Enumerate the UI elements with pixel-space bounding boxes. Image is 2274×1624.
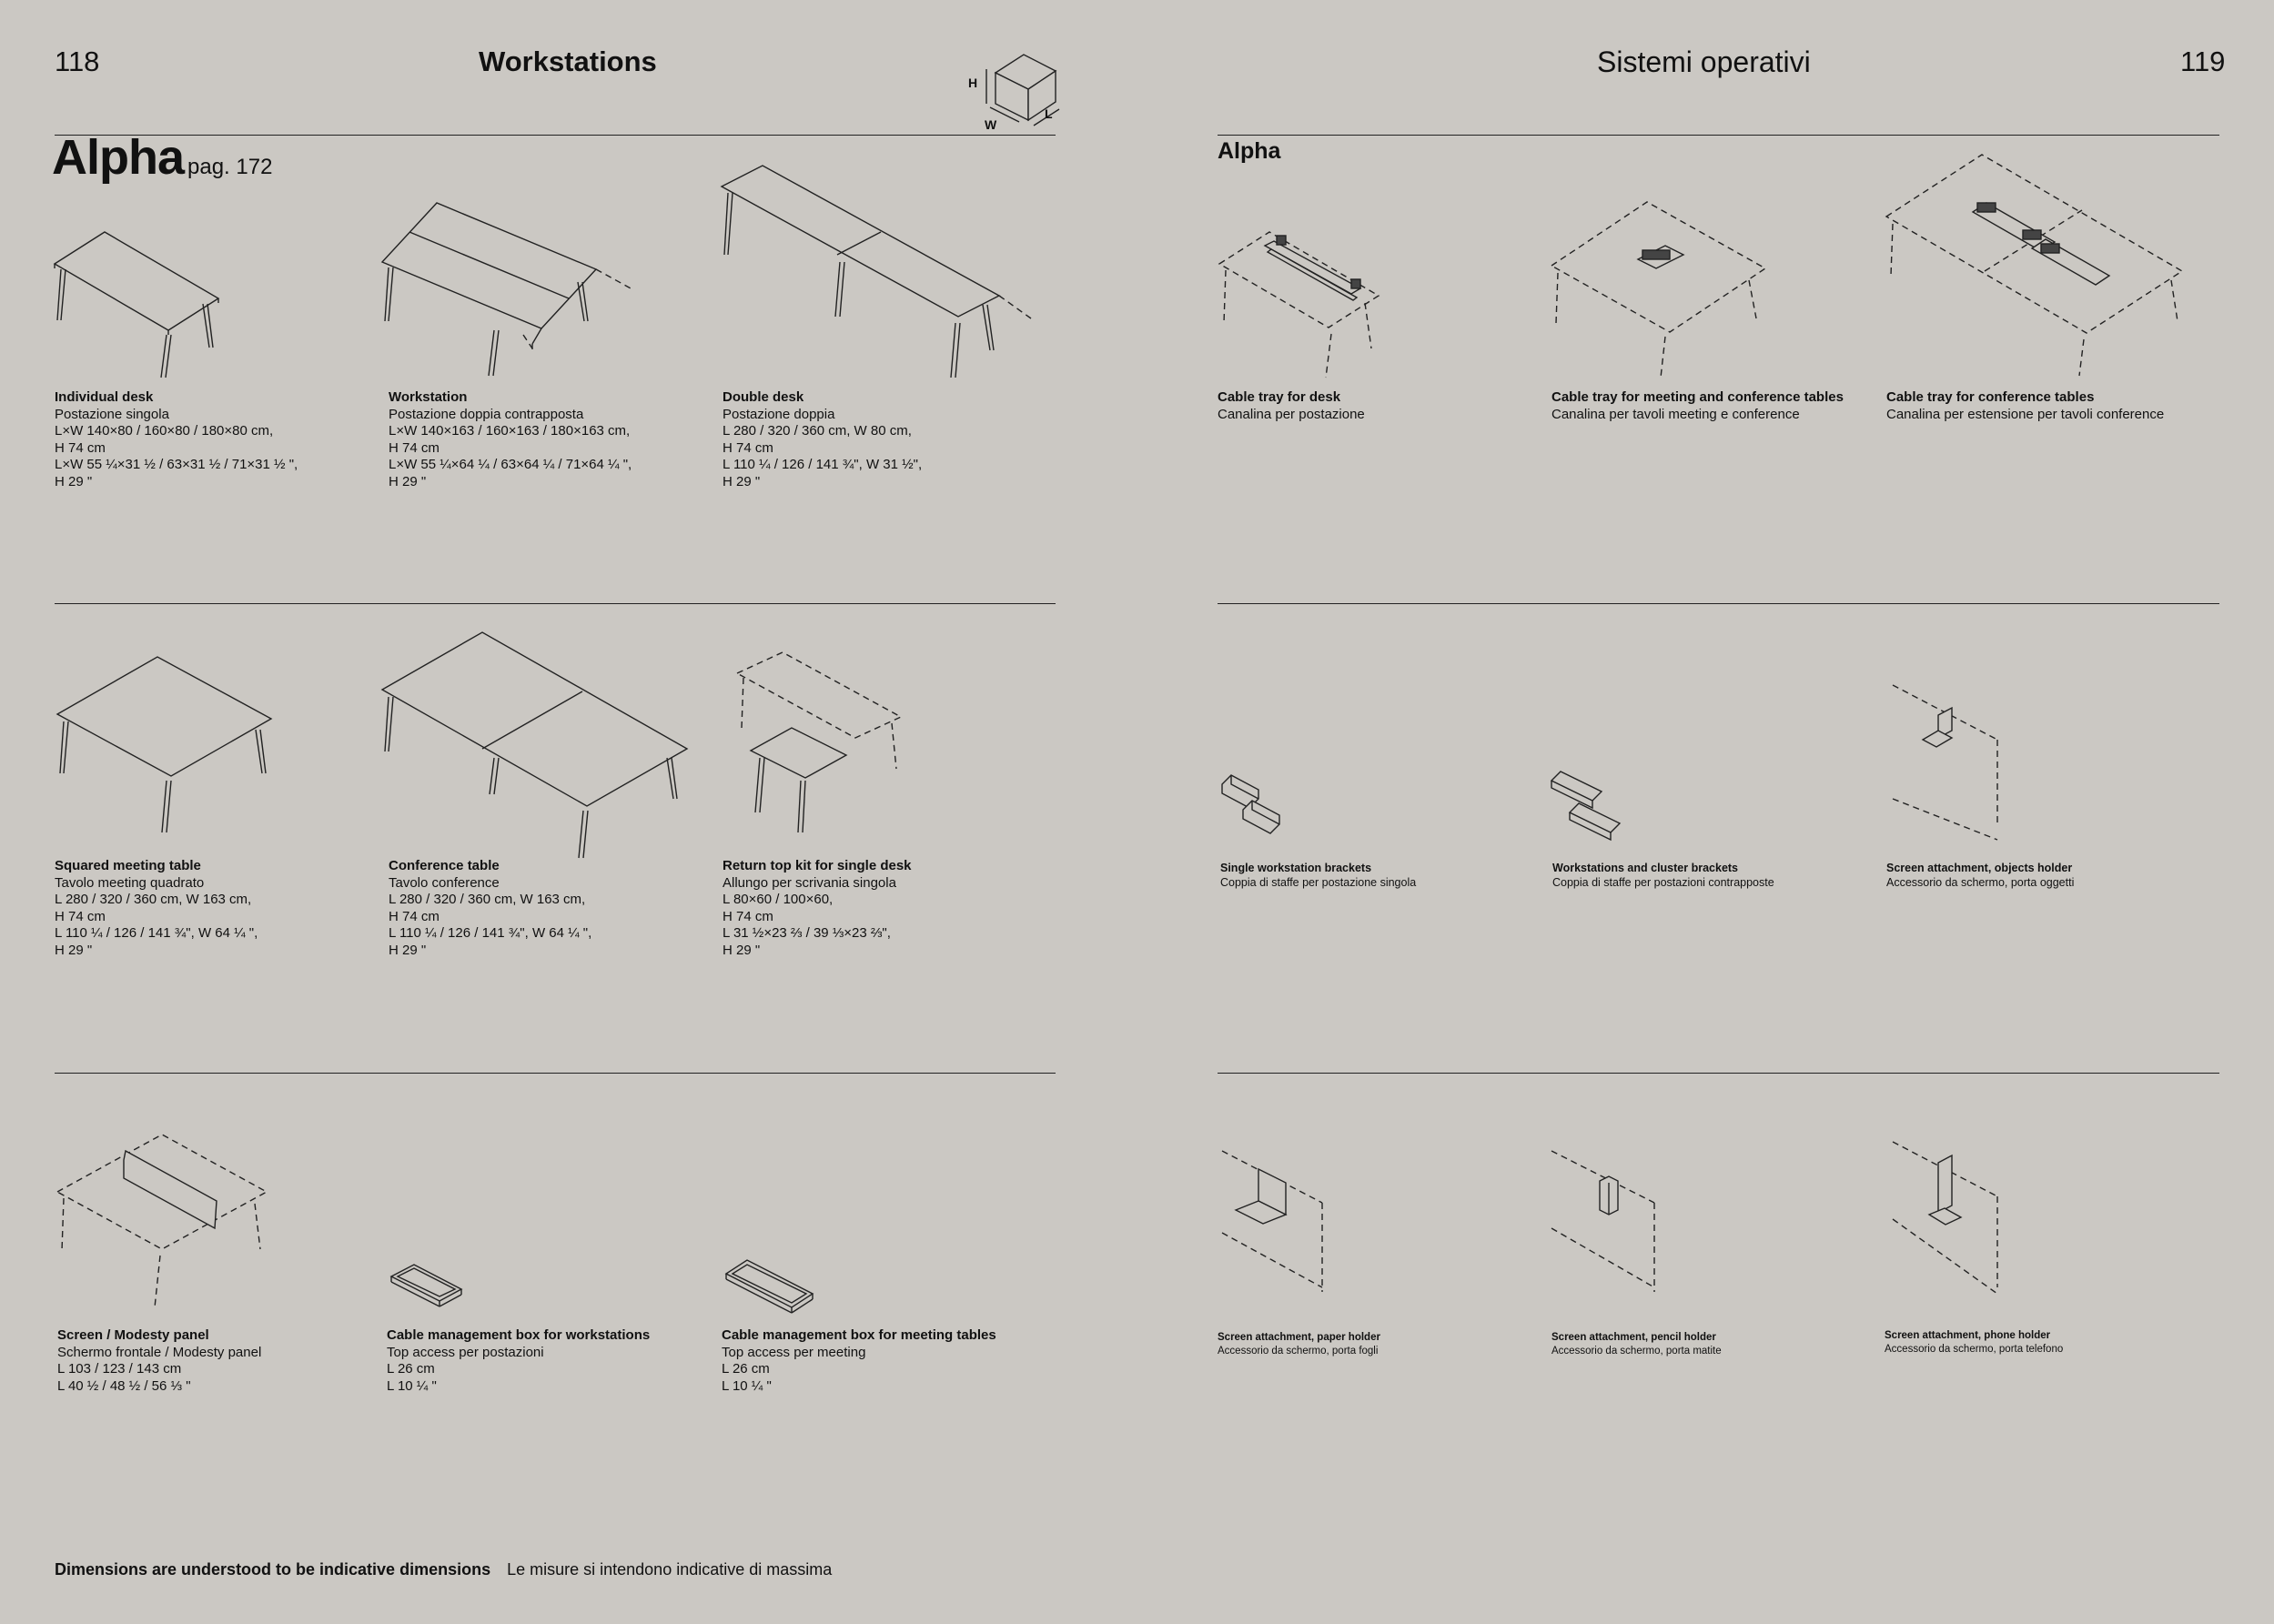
item-cable-tray-desk: Cable tray for desk Canalina per postazione — [1218, 389, 1365, 422]
product-title: Alpha — [52, 130, 185, 185]
item-workstation: Workstation Postazione doppia contrapposta L×W 140×163 / 160×163 / 180×163 cm, H 74 cm L×W 55 ¼×64 ¼ / 63×64 ¼ / 71×64 ¼ ", H 29 " — [389, 389, 632, 489]
item-cable-box-workstations: Cable management box for workstations Top access per postazioni L 26 cm L 10 ¼ " — [387, 1327, 651, 1394]
item-objects-holder: Screen attachment, objects holder Accessorio da schermo, porta oggetti — [1886, 862, 2075, 889]
cluster-brackets-drawing — [1547, 762, 1629, 844]
footer-note — [55, 1560, 832, 1579]
row-divider — [55, 1073, 1056, 1074]
row-divider — [1218, 603, 2219, 604]
conference-table-drawing — [378, 630, 696, 862]
double-desk-drawing — [717, 164, 1036, 387]
dimensions-cube-icon — [965, 45, 1065, 132]
cable-box-meeting-drawing — [722, 1256, 822, 1315]
item-cluster-brackets: Workstations and cluster brackets Coppia di staffe per postazioni contrapposte — [1552, 862, 1774, 889]
squared-meeting-table-drawing — [53, 655, 280, 837]
cable-tray-meeting-drawing — [1547, 200, 1770, 382]
return-top-kit-drawing — [733, 651, 915, 842]
page-number-left: 118 — [55, 45, 100, 77]
item-phone-holder: Screen attachment, phone holder Accessorio da schermo, porta telefono — [1885, 1330, 2064, 1355]
page-number-right: 119 — [2180, 45, 2226, 77]
item-screen-modesty-panel: Screen / Modesty panel Schermo frontale / Modesty panel L 103 / 123 / 143 cm L 40 ½ / 48 ½ / 56 ⅓ " — [57, 1327, 262, 1394]
footer-note-it: Le misure si intendono indicative di massima — [507, 1560, 833, 1579]
item-pencil-holder: Screen attachment, pencil holder Accessorio da schermo, porta matite — [1551, 1332, 1722, 1357]
item-cable-box-meeting: Cable management box for meeting tables Top access per meeting L 26 cm L 10 ¼ " — [722, 1327, 996, 1394]
item-double-desk: Double desk Postazione doppia L 280 / 320 / 360 cm, W 80 cm, H 74 cm L 110 ¼ / 126 / 141 ¾", W 31 ½", H 29 " — [723, 389, 923, 489]
individual-desk-drawing — [50, 227, 232, 382]
section-title-right: Sistemi operativi — [1597, 45, 1811, 78]
product-title-right: Alpha — [1218, 138, 1281, 164]
row-divider — [1218, 1073, 2219, 1074]
header-rule-right — [1218, 135, 2219, 136]
item-cable-tray-conference: Cable tray for conference tables Canalina per estensione per tavoli conference — [1886, 389, 2165, 422]
dim-w-label: W — [985, 117, 997, 132]
screen-modesty-panel-drawing — [53, 1133, 280, 1315]
section-title-left: Workstations — [479, 45, 657, 77]
objects-holder-drawing — [1888, 681, 2025, 844]
item-return-top-kit: Return top kit for single desk Allungo per scrivania singola L 80×60 / 100×60, H 74 cm L 31 ½×23 ⅔ / 39 ⅓×23 ⅔", H 29 " — [723, 858, 912, 958]
cable-box-workstation-drawing — [387, 1260, 469, 1315]
dim-h-label: H — [968, 76, 978, 90]
dim-l-label: L — [1045, 106, 1053, 121]
row-divider — [55, 603, 1056, 604]
item-cable-tray-meeting: Cable tray for meeting and conference tables Canalina per tavoli meeting e conference — [1551, 389, 1844, 422]
paper-holder-drawing — [1218, 1146, 1336, 1301]
cable-tray-desk-drawing — [1215, 223, 1388, 382]
item-single-brackets: Single workstation brackets Coppia di staffe per postazione singola — [1220, 862, 1417, 889]
pencil-holder-drawing — [1547, 1146, 1665, 1301]
phone-holder-drawing — [1888, 1137, 2025, 1296]
product-page-ref: pag. 172 — [187, 155, 273, 179]
item-conference-table: Conference table Tavolo conference L 280 / 320 / 360 cm, W 163 cm, H 74 cm L 110 ¼ / 126 / 141 ¾", W 64 ¼ ", H 29 " — [389, 858, 592, 958]
item-paper-holder: Screen attachment, paper holder Accessorio da schermo, porta fogli — [1218, 1332, 1380, 1357]
workstation-drawing — [378, 198, 642, 380]
footer-note-en: Dimensions are understood to be indicative dimensions — [55, 1560, 491, 1579]
cable-tray-conference-drawing — [1882, 153, 2191, 380]
item-individual-desk: Individual desk Postazione singola L×W 140×80 / 160×80 / 180×80 cm, H 74 cm L×W 55 ¼×31 ½ / 63×31 ½ / 71×31 ½ ", H 29 " — [55, 389, 298, 489]
single-brackets-drawing — [1218, 764, 1299, 846]
header-rule-left — [55, 135, 1056, 136]
item-squared-meeting-table: Squared meeting table Tavolo meeting quadrato L 280 / 320 / 360 cm, W 163 cm, H 74 cm L 110 ¼ / 126 / 141 ¾", W 64 ¼ ", H 29 " — [55, 858, 258, 958]
